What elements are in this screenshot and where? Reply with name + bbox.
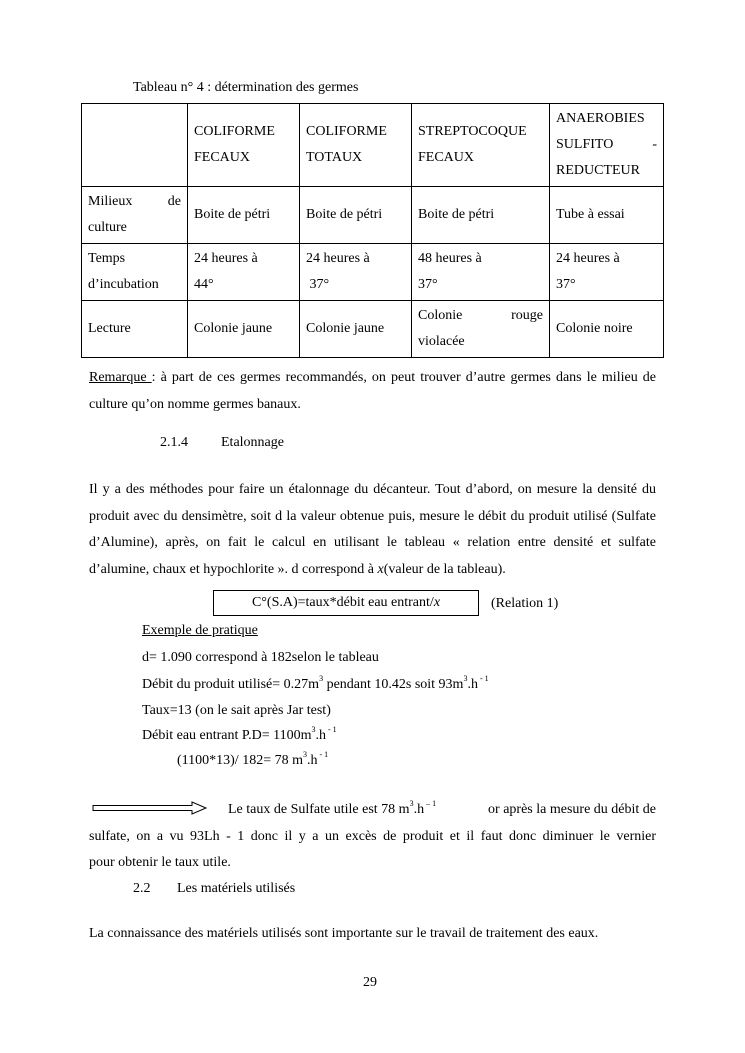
table-cell: Colonie noire: [550, 301, 664, 358]
example-line-4: Débit eau entrant $P.D= 1100m^3.h$ $^{- 1}$: [142, 725, 337, 743]
table-cell: 48 heures à 37°: [412, 244, 550, 301]
table-cell: 24 heures à 44°: [188, 244, 300, 301]
table-header-coliforme-fecaux: COLIFORME FECAUX: [188, 104, 300, 187]
table-cell: 24 heures à 37°: [550, 244, 664, 301]
table-cell: Boite de pétri: [412, 187, 550, 244]
row-label-lecture: Lecture: [82, 301, 188, 358]
materiels-paragraph: La connaissance des matériels utilisés sont importante sur le travail de traitement des eaux.: [89, 926, 599, 941]
section-title-etalonnage: Etalonnage: [221, 435, 284, 450]
table-caption: Tableau n° 4 : détermination des germes: [133, 80, 359, 95]
etalonnage-paragraph: Il y a des méthodes pour faire un étalonnage du décanteur. Tout d’abord, on mesure la densité du produit avec du densimètre, soit d la valeur obtenue puis, mesure le débit du produit utilisé (Sulfate d’Alumine), après, on fait le calcul en utilisant le tableau « relation entre densité et sulfate d’alumine, chaux et hypochlorite ». d correspond à x(valeur de la tableau).: [89, 482, 656, 577]
example-title: Exemple de pratique: [142, 623, 258, 638]
table-cell: Colonie jaune: [188, 301, 300, 358]
row-label-milieux: Milieux de culture: [82, 187, 188, 244]
conclusion-line-3: pour obtenir le taux utile.: [89, 855, 231, 870]
table-row: [82, 301, 664, 358]
formula-box: C°(S.A)=taux*débit eau entrant/x: [213, 590, 479, 616]
table-cell: Colonie jaune: [300, 301, 412, 358]
table-cell: Colonie rouge violacée: [412, 301, 550, 358]
example-line-1: d= 1.090 correspond à 182selon le tableau: [142, 650, 379, 665]
example-line-2: Débit du produit utilisé= $0.27m^3$ pendant 10.42s soit $93m^3.h$ $^{- 1}$: [142, 674, 489, 692]
table-cell: Boite de pétri: [300, 187, 412, 244]
section-title-materiels: Les matériels utilisés: [177, 881, 296, 896]
table-header-empty: [82, 104, 188, 187]
table-row: [82, 244, 664, 301]
example-line-5: (1100*13)/ 182= 78 $m^3.h$ $^{- 1}$: [177, 750, 329, 768]
conclusion-line-2: sulfate, on a vu 93Lh - 1 donc il y a un excès de produit et il faut donc diminuer le vernier: [89, 829, 656, 844]
row-label-temps: Temps d’incubation: [82, 244, 188, 301]
table-header-anaerobies: ANAEROBIES SULFITO - REDUCTEUR: [550, 104, 664, 187]
right-arrow-icon: [92, 801, 208, 815]
section-number-2-2: 2.2: [133, 881, 151, 896]
table-row: [82, 187, 664, 244]
table-cell: 24 heures à 37°: [300, 244, 412, 301]
table-header-row: [82, 104, 664, 187]
remarque-paragraph: Remarque : à part de ces germes recommandés, on peut trouver d’autre germes dans le milieu de culture qu’on nomme germes banaux.: [89, 370, 657, 412]
conclusion-line-1: Le taux de Sulfate utile est 78 $m^3.h$ $^{- 1}$ or après la mesure du débit de: [228, 799, 656, 817]
table-header-streptocoque-fecaux: STREPTOCOQUE FECAUX: [412, 104, 550, 187]
relation-label: (Relation 1): [491, 596, 559, 611]
example-line-3: Taux=13 (on le sait après Jar test): [142, 703, 331, 718]
table-header-coliforme-totaux: COLIFORME TOTAUX: [300, 104, 412, 187]
germs-table: [81, 103, 664, 358]
page-number: 29: [363, 975, 377, 990]
section-number-2-1-4: 2.1.4: [160, 435, 188, 450]
remarque-label: Remarque: [89, 370, 152, 385]
table-cell: Tube à essai: [550, 187, 664, 244]
table-cell: Boite de pétri: [188, 187, 300, 244]
